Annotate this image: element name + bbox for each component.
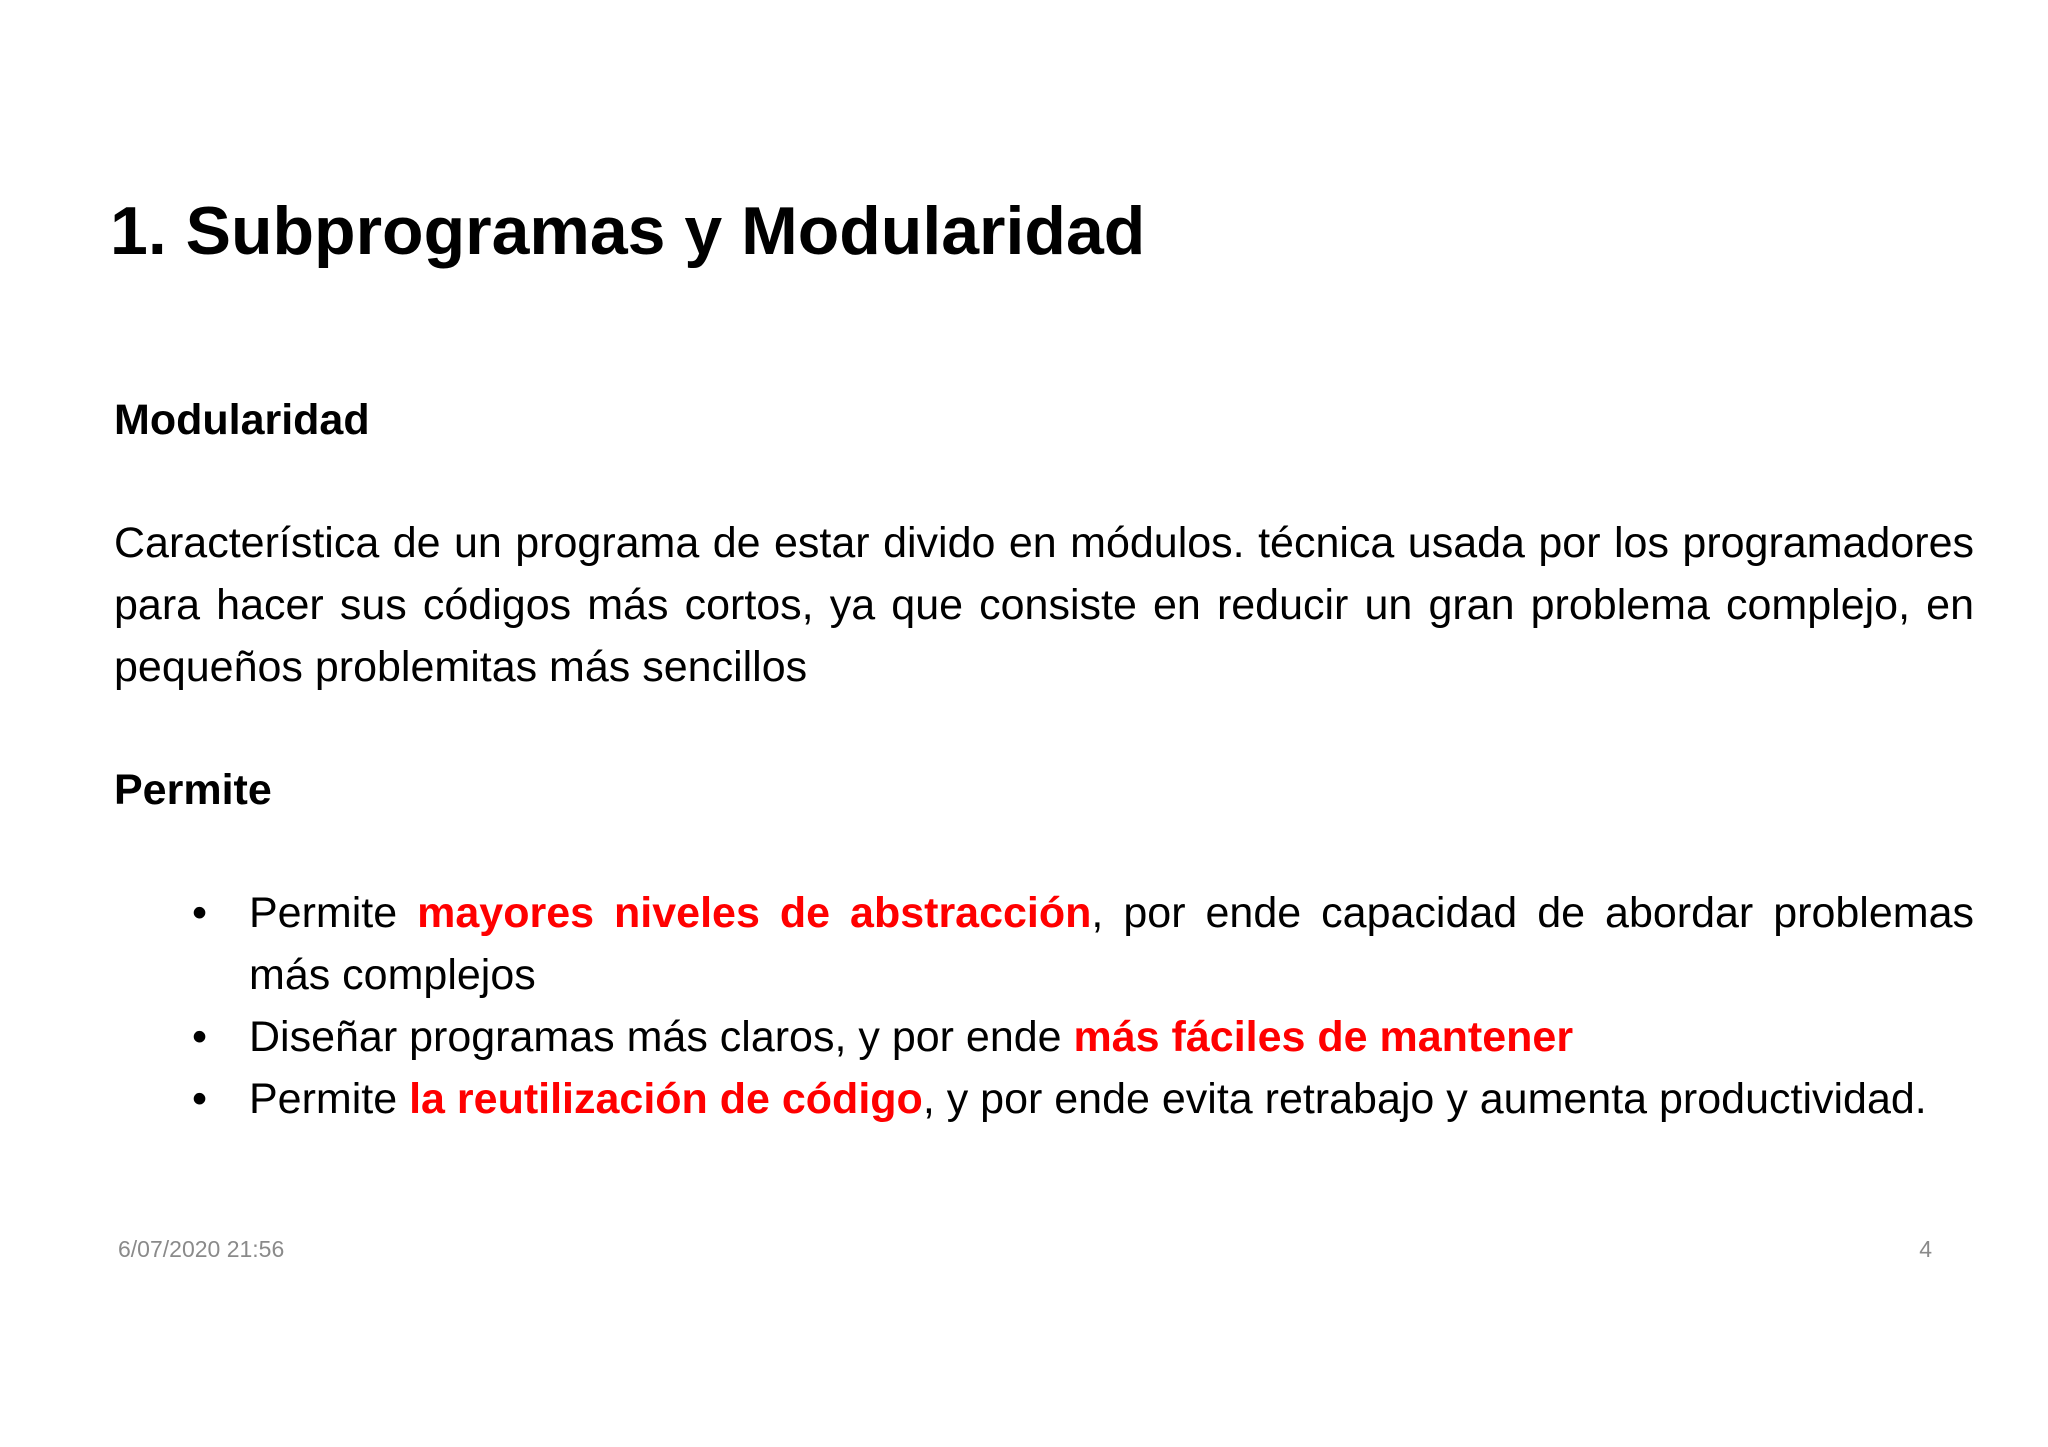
list-item-code-reuse	[114, 1068, 1974, 1130]
highlight-text: mayores niveles de abstracción	[417, 889, 1092, 937]
highlight-text: más fáciles de mantener	[1073, 1013, 1574, 1061]
bullet-text-after: , por ende capacidad de abordar problemas más complejos	[249, 889, 1975, 999]
benefits-list	[114, 882, 1974, 1130]
page-number: 4	[1919, 1236, 1932, 1262]
bullet-icon: •	[192, 889, 208, 937]
section-heading-modularidad: Modularidad	[114, 396, 370, 444]
highlight-text: la reutilización de código	[409, 1075, 923, 1123]
slide-title: 1. Subprogramas y Modularidad	[110, 193, 1146, 269]
footer-date: 6/07/2020 21:56	[118, 1236, 285, 1262]
bullet-icon: •	[192, 1075, 208, 1123]
bullet-icon: •	[192, 1013, 208, 1061]
section-heading-permite: Permite	[114, 766, 272, 814]
list-item-maintainability	[114, 1006, 1974, 1068]
modularity-definition: Característica de un programa de estar divido en módulos. técnica usada por los programadores para hacer sus códigos más cortos, ya que consiste en reducir un gran problema complejo, en pequeños problemitas más sencillos	[114, 519, 1974, 691]
bullet-text-after: , y por ende evita retrabajo y aumenta productividad.	[922, 1075, 1927, 1123]
bullet-text-before: Permite	[249, 889, 418, 937]
list-item-abstraction	[114, 882, 1974, 1006]
bullet-text-before: Diseñar programas más claros, y por ende	[249, 1013, 1074, 1061]
bullet-text-before: Permite	[249, 1075, 410, 1123]
